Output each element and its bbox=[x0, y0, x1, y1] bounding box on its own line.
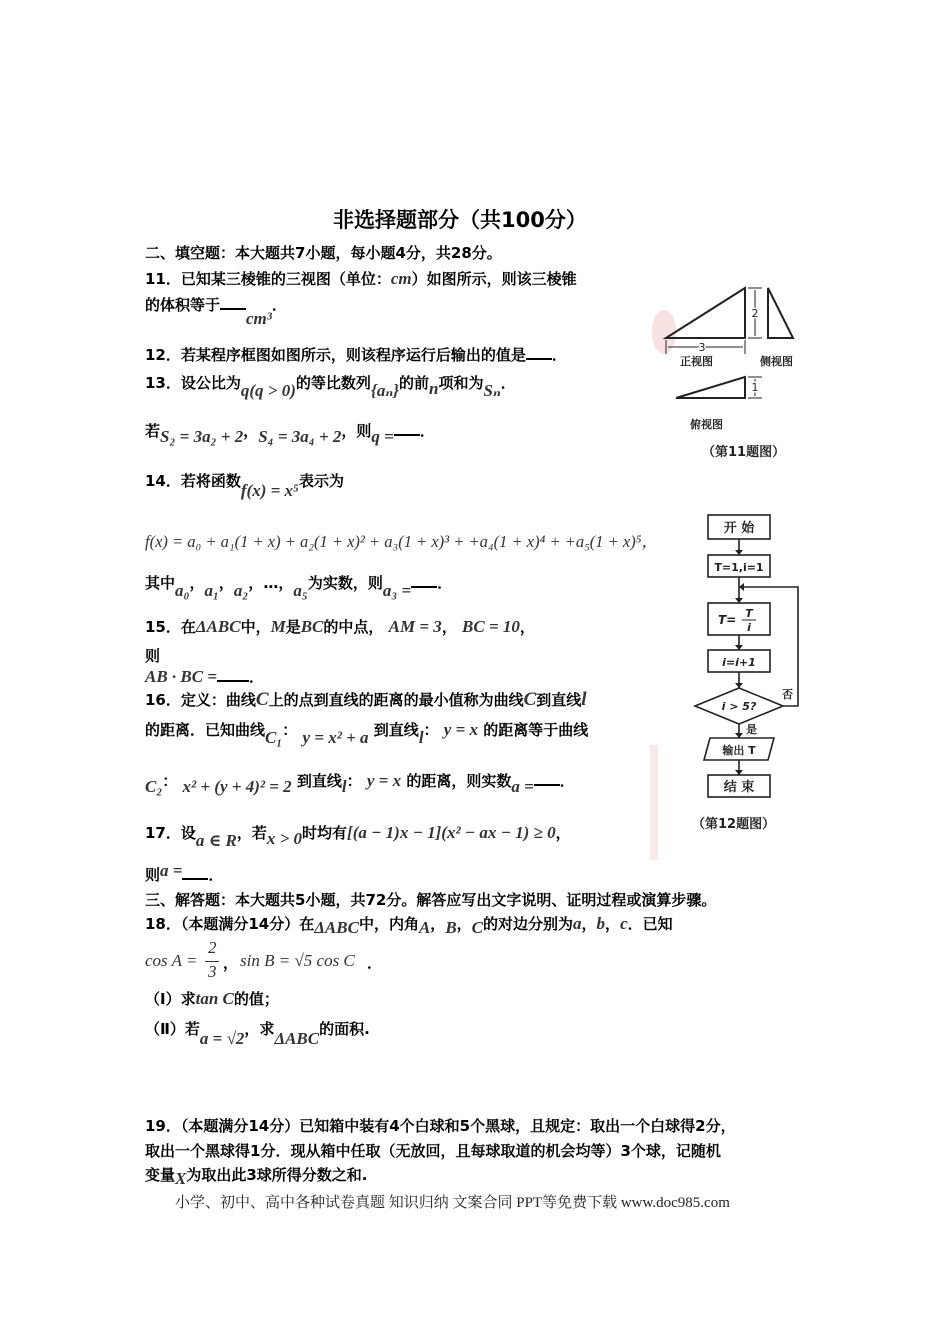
question-12: 12．若某程序框图如图所示，则该程序运行后输出的值是 ． bbox=[145, 346, 567, 364]
question-14-line1 bbox=[145, 470, 344, 500]
q15-text-e: ， bbox=[519, 618, 535, 636]
q17-math-3: [(a − 1)x − 1](x² − ax − 1) ≥ 0 bbox=[347, 823, 556, 842]
q17-text-c: 时均有 bbox=[302, 824, 348, 842]
q17-text-e: 则 bbox=[145, 866, 161, 884]
q14-math-4: a₂ bbox=[233, 581, 249, 600]
q13-text-e: ． bbox=[500, 374, 516, 392]
question-13-line1 bbox=[145, 372, 516, 400]
q18-cos-a: cos A = bbox=[145, 951, 198, 970]
q14-text-a: 14．若将函数 bbox=[145, 472, 241, 490]
side-view-label: 侧视图 bbox=[760, 355, 793, 368]
q16-text-c: 到直线 bbox=[536, 691, 582, 709]
q16-math-9: x² + (y + 4)² = 2 bbox=[182, 777, 292, 796]
q13-math-2: {aₙ} bbox=[370, 381, 400, 400]
q13-math-1: q(q > 0) bbox=[240, 381, 296, 400]
question-19-line1: 19．（本题满分14分）已知箱中装有4个白球和5个黑球，且规定：取出一个白球得2分， bbox=[145, 1117, 736, 1135]
q14-text-d: ，…， bbox=[248, 574, 294, 592]
q15-text-a: 15．在 bbox=[145, 618, 196, 636]
q13-math-6: S₄ = 3a₄ + 2 bbox=[258, 427, 342, 446]
q13-math-4: Sₙ bbox=[483, 381, 501, 400]
assign-denominator: i bbox=[747, 621, 751, 634]
q11-text-a: 11．已知某三棱锥的三视图（单位： bbox=[145, 270, 391, 288]
question-19-line3 bbox=[145, 1164, 368, 1188]
dim-label-2: 2 bbox=[751, 307, 759, 320]
q18-text-b: 中，内角 bbox=[358, 915, 419, 933]
q18-text-e: ． bbox=[367, 954, 383, 972]
q18-text-c: 的对边分别为 bbox=[483, 915, 574, 933]
front-view-triangle bbox=[666, 288, 745, 338]
q15-math-4: AM = 3 bbox=[388, 617, 442, 636]
q14-math-6: a₃ = bbox=[382, 581, 412, 600]
q14-text-f: ． bbox=[437, 574, 453, 592]
q15-text-f: 则 bbox=[145, 647, 161, 665]
q18-math-6: b bbox=[596, 914, 606, 933]
page-title: 非选择题部分（共100分） bbox=[333, 208, 587, 232]
q18-part2-label: （Ⅱ）若 bbox=[145, 1020, 200, 1038]
q13-math-3: n bbox=[429, 379, 439, 398]
q16-math-11: y = x bbox=[366, 771, 402, 790]
q13-text-a: 13．设公比为 bbox=[145, 374, 241, 392]
q14-text-e: 为实数，则 bbox=[307, 574, 383, 592]
q16-math-7: y = x bbox=[443, 720, 479, 739]
q13-text-b: 的等比数列 bbox=[295, 374, 371, 392]
section-2-heading: 二、填空题：本大题共7小题，每小题4分，共28分。 bbox=[145, 244, 502, 262]
dim-label-1: 1 bbox=[751, 381, 759, 394]
figure-12-flowchart bbox=[650, 505, 810, 860]
question-18-part2 bbox=[145, 1018, 370, 1048]
q12-text: 12．若某程序框图如图所示，则该程序运行后输出的值是 bbox=[145, 346, 526, 364]
question-13-line2 bbox=[145, 420, 435, 446]
q13-text-f: 若 bbox=[145, 422, 161, 440]
question-17-line1 bbox=[145, 822, 571, 850]
q16-math-5: y = x² + a bbox=[302, 728, 369, 747]
q17-text-a: 17．设 bbox=[145, 824, 196, 842]
q16-math-1: C bbox=[255, 689, 269, 710]
q16-math-10: l bbox=[341, 777, 347, 796]
q18-comma: ， bbox=[223, 954, 239, 972]
q13-text-c: 的前 bbox=[399, 374, 430, 392]
question-16-line1 bbox=[145, 689, 587, 711]
q15-math-1: ΔABC bbox=[195, 617, 241, 636]
q15-text-g: ． bbox=[249, 668, 265, 686]
q17-math-2: x > 0 bbox=[266, 829, 303, 848]
question-15-line1: 15．在ΔABC中，M是BC的中点， AM = 3， BC = 10， bbox=[145, 617, 535, 636]
answer-blank bbox=[217, 666, 249, 682]
q18-fraction-denominator: 3 bbox=[208, 962, 217, 981]
q13-text-d: 项和为 bbox=[438, 374, 484, 392]
q18-math-7: c bbox=[620, 914, 628, 933]
q18-part1-label: （Ⅰ）求 bbox=[145, 990, 196, 1008]
q16-text-n: ． bbox=[559, 772, 575, 790]
q15-text-d: 的中点， bbox=[323, 618, 384, 636]
assign-numerator: T bbox=[745, 607, 753, 620]
yes-label: 是 bbox=[746, 723, 757, 736]
q18-part2-text-b: ，求 bbox=[244, 1020, 275, 1038]
q18-text-d: ．已知 bbox=[627, 915, 673, 933]
q16-text-l: 的距离，则实数 bbox=[406, 772, 512, 790]
answer-blank bbox=[411, 572, 437, 588]
q15-math-6: AB · BC = bbox=[145, 667, 218, 686]
q16-math-8: C₂ bbox=[145, 777, 163, 796]
front-view-label: 正视图 bbox=[680, 355, 713, 368]
q16-text-b: 上的点到直线的距离的最小值称为曲线 bbox=[268, 691, 524, 709]
dim-label-3: 3 bbox=[698, 341, 706, 354]
watermark-stain bbox=[650, 745, 658, 860]
q11-unit-2: cm³ bbox=[246, 309, 272, 328]
q13-text-g: ， bbox=[243, 422, 259, 440]
question-11-line2 bbox=[145, 294, 287, 328]
question-14-line3: 其中a₀，a₁，a₂，…，a₅为实数，则a₃ = ． bbox=[145, 574, 453, 600]
top-view-triangle bbox=[676, 377, 745, 398]
section-3-heading: 三、解答题：本大题共5小题，共72分。解答应写出文字说明、证明过程或演算步骤。 bbox=[145, 891, 717, 909]
arrow-head bbox=[735, 683, 743, 688]
q17-text-f: ． bbox=[208, 866, 224, 884]
q15-text-c: 是 bbox=[285, 618, 301, 636]
question-11-line1 bbox=[145, 268, 577, 289]
q18-math-4: C bbox=[471, 918, 484, 937]
question-18-part1 bbox=[145, 988, 279, 1009]
condition-label: i > 5? bbox=[721, 700, 757, 713]
start-label: 开 始 bbox=[723, 521, 755, 536]
q16-text-i: ： bbox=[162, 772, 178, 790]
figure-12-caption: （第12题图） bbox=[692, 817, 776, 832]
assign-label: T= bbox=[718, 613, 737, 627]
q13-text-h: ，则 bbox=[341, 422, 372, 440]
q11-text-c: 的体积等于 bbox=[145, 296, 221, 314]
q18-math-9: tan C bbox=[195, 989, 234, 1008]
q16-math-4: C₁ bbox=[265, 728, 283, 747]
output-label: 输出 T bbox=[722, 744, 756, 757]
q17-text-d: ， bbox=[555, 824, 571, 842]
q14-math-1: f(x) = x⁵ bbox=[240, 481, 299, 500]
q14-text-c: 其中 bbox=[145, 574, 176, 592]
q11-text-e: ． bbox=[271, 296, 287, 314]
q15-math-5: BC = 10 bbox=[462, 617, 520, 636]
question-18-line1: 18．（本题满分14分）在ΔABC中，内角A，B，C的对边分别为a，b，c．已知 bbox=[145, 914, 673, 937]
q18-fraction-numerator: 2 bbox=[208, 938, 217, 957]
no-label: 否 bbox=[782, 688, 793, 701]
q17-math-4: a = bbox=[160, 861, 183, 880]
answer-blank bbox=[394, 420, 420, 436]
q15-math-3: BC bbox=[300, 617, 324, 636]
q18-math-1: ΔABC bbox=[314, 918, 359, 937]
q18-math-3: B bbox=[445, 918, 457, 937]
init-label: T=1,i=1 bbox=[714, 561, 764, 574]
top-view-label: 俯视图 bbox=[690, 418, 723, 431]
q16-text-a: 16．定义：曲线 bbox=[145, 691, 256, 709]
q16-math-12: a = bbox=[511, 777, 534, 796]
q14-text-b: 表示为 bbox=[298, 472, 344, 490]
end-label: 结 束 bbox=[723, 780, 755, 795]
q19-text-a: 变量 bbox=[145, 1166, 176, 1184]
q16-text-h: 的距离等于曲线 bbox=[483, 721, 589, 739]
q16-text-d: 的距离．已知曲线 bbox=[145, 721, 266, 739]
q11-text-b: ）如图所示，则该三棱锥 bbox=[411, 270, 577, 288]
answer-blank bbox=[220, 294, 246, 310]
question-14-formula: f(x) = a₀ + a₁(1 + x) + a₂(1 + x)² + a₃(1 + x)³ + +a₄(1 + x)⁴ + +a₅(1 + x)⁵， bbox=[145, 532, 658, 551]
question-15-line2 bbox=[145, 645, 264, 687]
q16-math-3: l bbox=[581, 689, 587, 710]
q17-math-1: a ∈ R bbox=[195, 831, 237, 850]
q16-text-k: ： bbox=[346, 772, 362, 790]
q18-math-2: A bbox=[418, 918, 431, 937]
q18-part2-text-c: 的面积. bbox=[319, 1020, 370, 1038]
q17-text-b: ，若 bbox=[236, 824, 267, 842]
q18-math-10: a = √2 bbox=[199, 1029, 245, 1048]
q16-math-6: l bbox=[418, 728, 424, 747]
question-19-line2: 取出一个黑球得1分．现从箱中任取（无放回，且每球取道的机会均等）3个球，记随机 bbox=[145, 1142, 721, 1160]
q18-text-a: 18．（本题满分14分）在 bbox=[145, 915, 315, 933]
q16-text-j: 到直线 bbox=[296, 772, 342, 790]
q16-text-f: 到直线 bbox=[373, 721, 419, 739]
q13-math-5: S₂ = 3a₂ + 2 bbox=[160, 427, 244, 446]
q13-math-7: q = bbox=[371, 427, 394, 446]
figure-11-caption: （第11题图） bbox=[702, 445, 786, 460]
q18-part1-text: 的值； bbox=[233, 990, 279, 1008]
answer-blank bbox=[534, 770, 560, 786]
figure-11-three-views bbox=[650, 280, 810, 465]
increment-label: i=i+1 bbox=[722, 656, 756, 669]
q19-text-b: 为取出此3球所得分数之和. bbox=[186, 1166, 368, 1184]
q14-math-3: a₁ bbox=[204, 581, 219, 600]
q11-unit: cm bbox=[390, 269, 412, 288]
q18-math-11: ΔABC bbox=[274, 1029, 320, 1048]
answer-blank bbox=[182, 864, 208, 880]
q14-math-2: a₀ bbox=[175, 581, 190, 600]
q16-text-e: ： bbox=[282, 721, 298, 739]
q19-math-1: X bbox=[175, 1169, 187, 1188]
question-16-line2 bbox=[145, 719, 589, 747]
question-17-line2 bbox=[145, 861, 224, 885]
footer-text: 小学、初中、高中各种试卷真题 知识归纳 文案合同 PPT等免费下载 www.doc985.com bbox=[175, 1195, 730, 1211]
q14-math-5: a₅ bbox=[293, 581, 308, 600]
q15-text-b: 中， bbox=[240, 618, 271, 636]
q16-text-g: ： bbox=[423, 721, 439, 739]
question-16-line3 bbox=[145, 770, 575, 796]
answer-blank bbox=[526, 344, 552, 360]
q15-math-2: M bbox=[270, 617, 286, 636]
q18-math-8: sin B = √5 cos C bbox=[240, 951, 355, 970]
q13-text-i: ． bbox=[419, 422, 435, 440]
q16-math-2: C bbox=[523, 689, 537, 710]
side-view-triangle bbox=[768, 288, 793, 338]
q18-math-5: a bbox=[573, 914, 582, 933]
